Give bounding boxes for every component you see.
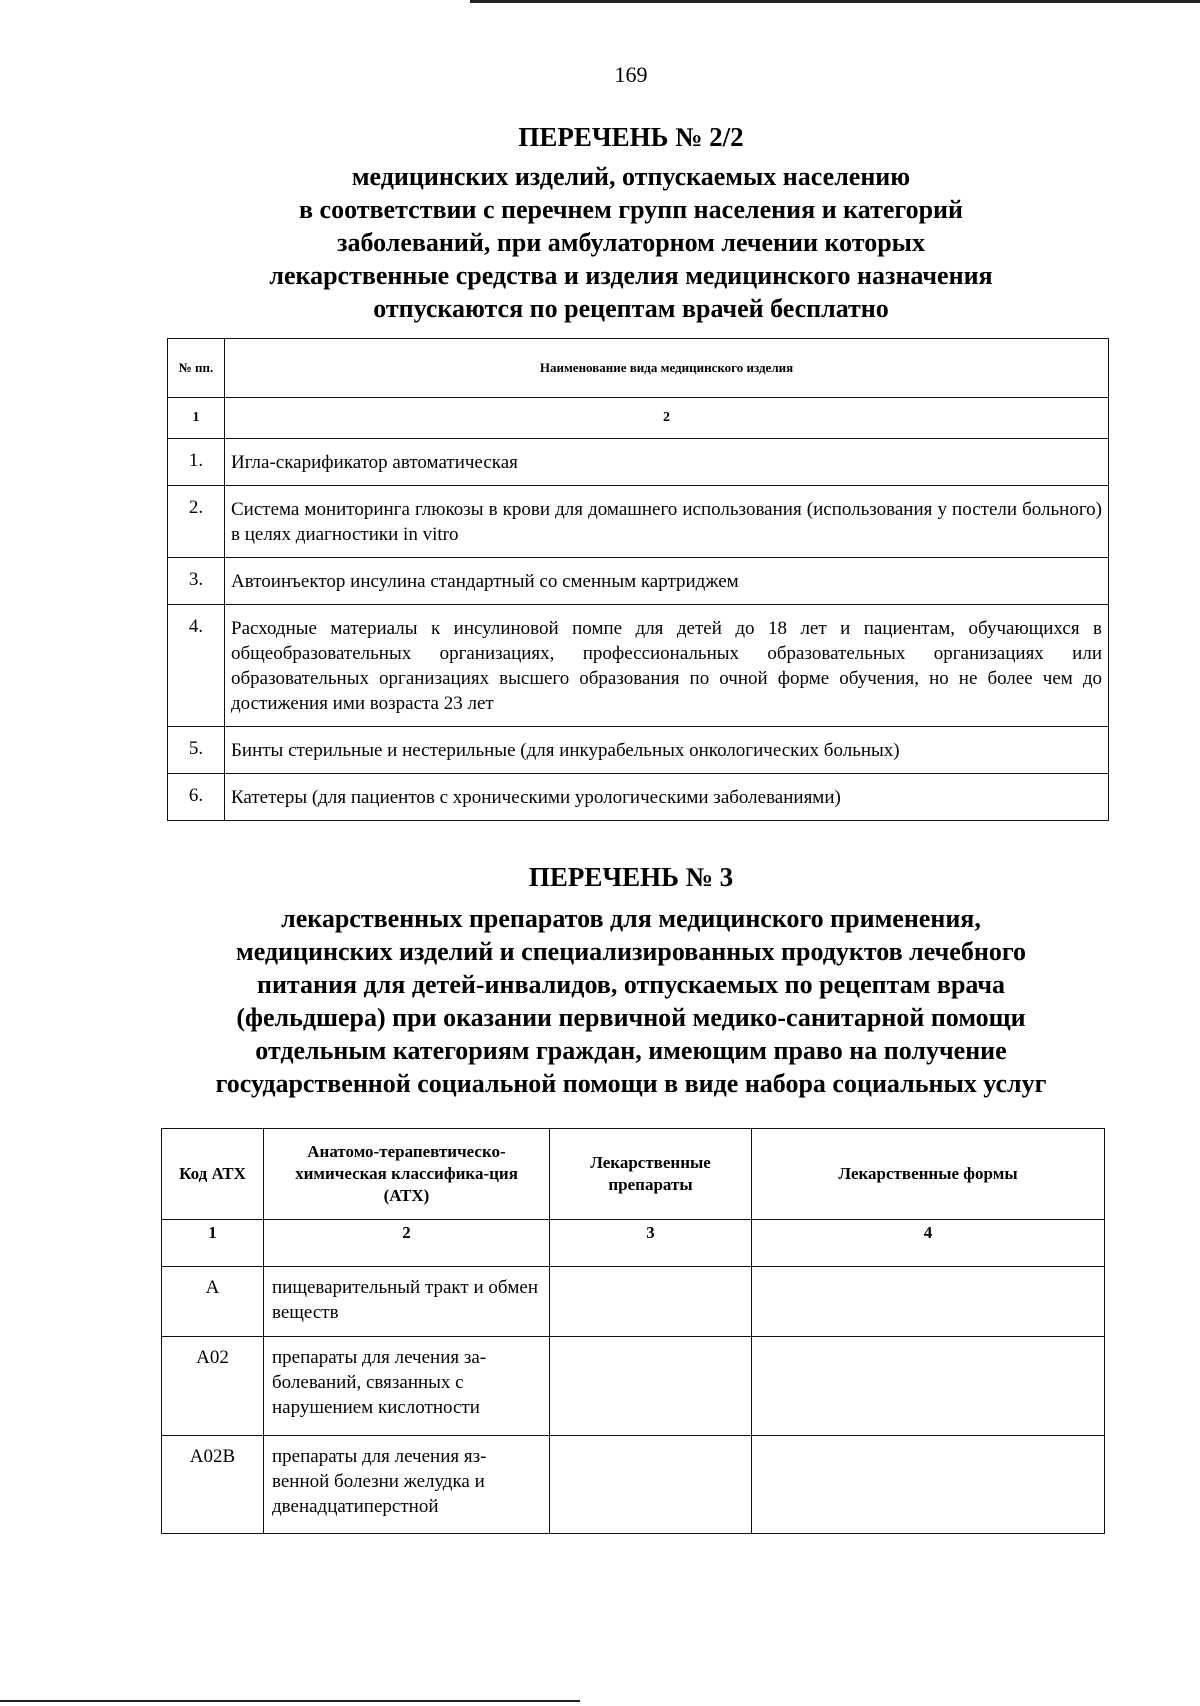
subtitle-line: (фельдшера) при оказании первичной медико-санитарной помощи: [236, 1003, 1026, 1032]
list-3-subtitle: [150, 902, 1112, 1100]
forms-cell: [752, 1436, 1105, 1534]
device-name: Система мониторинга глюкозы в крови для домашнего использования (использования у постели больного) в целях диагностики in vitro: [225, 486, 1109, 558]
atc-classification: препараты для лечения за-болеваний, связанных с нарушением кислотности: [264, 1337, 550, 1436]
drugs-cell: [550, 1436, 752, 1534]
table-row: [168, 486, 1109, 558]
drugs-cell: [550, 1337, 752, 1436]
col-index: 1: [162, 1220, 264, 1267]
col-index: 4: [752, 1220, 1105, 1267]
subtitle-line: отпускаются по рецептам врачей бесплатно: [373, 294, 889, 323]
subtitle-line: лекарственных препаратов для медицинского применения,: [281, 904, 981, 933]
table-row: [168, 605, 1109, 727]
col-header-forms: Лекарственные формы: [752, 1129, 1105, 1220]
atc-code: A: [162, 1267, 264, 1337]
table-header-row: [162, 1129, 1105, 1220]
col-header-number: № пп.: [168, 339, 225, 398]
device-name: Катетеры (для пациентов с хроническими урологическими заболеваниями): [225, 774, 1109, 821]
subtitle-line: в соответствии с перечнем групп населения и категорий: [298, 195, 963, 224]
page-number: 169: [614, 62, 648, 87]
device-name: Игла-скарификатор автоматическая: [225, 439, 1109, 486]
col-header-atc-classification: Анатомо-терапевтическо-химическая классифика-ция (АТХ): [264, 1129, 550, 1220]
atc-classification: препараты для лечения яз-венной болезни желудка и двенадцатиперстной: [264, 1436, 550, 1534]
col-header-device-name: Наименование вида медицинского изделия: [225, 339, 1109, 398]
subtitle-line: заболеваний, при амбулаторном лечении которых: [337, 228, 925, 257]
atc-code: A02B: [162, 1436, 264, 1534]
table-row: [162, 1436, 1105, 1534]
row-number: 5.: [168, 727, 225, 774]
atc-classification: пищеварительный тракт и обмен веществ: [264, 1267, 550, 1337]
scan-top-rule: [470, 0, 1200, 3]
col-header-drugs: Лекарственные препараты: [550, 1129, 752, 1220]
forms-cell: [752, 1337, 1105, 1436]
row-number: 2.: [168, 486, 225, 558]
device-name: Расходные материалы к инсулиновой помпе для детей до 18 лет и пациентам, обучающихся в общеобразовательных организациях, профессиональных образовательных организациях или образовательных организациях высшего образования по очной форме обучения, но не более чем до достижения ими возраста 23 лет: [225, 605, 1109, 727]
device-name: Автоинъектор инсулина стандартный со сменным картриджем: [225, 558, 1109, 605]
table-row: [168, 774, 1109, 821]
subtitle-line: медицинских изделий и специализированных продуктов лечебного: [236, 937, 1026, 966]
table-row: [162, 1337, 1105, 1436]
subtitle-line: государственной социальной помощи в виде набора социальных услуг: [215, 1069, 1047, 1098]
subtitle-line: лекарственные средства и изделия медицинского назначения: [269, 261, 993, 290]
table-row: [162, 1267, 1105, 1337]
column-index-row: [168, 398, 1109, 439]
col-index: 1: [168, 398, 225, 439]
atc-drugs-table: [161, 1128, 1105, 1534]
col-index: 3: [550, 1220, 752, 1267]
drugs-cell: [550, 1267, 752, 1337]
subtitle-line: питания для детей-инвалидов, отпускаемых по рецептам врача: [256, 970, 1006, 999]
col-header-atc-code: Код АТХ: [162, 1129, 264, 1220]
table-header-row: [168, 339, 1109, 398]
scan-bottom-rule: [0, 1700, 580, 1702]
subtitle-line: отдельным категориям граждан, имеющим право на получение: [255, 1036, 1007, 1065]
row-number: 1.: [168, 439, 225, 486]
subtitle-line: медицинских изделий, отпускаемых населению: [351, 162, 911, 191]
row-number: 6.: [168, 774, 225, 821]
col-index: 2: [264, 1220, 550, 1267]
medical-devices-table: [167, 338, 1109, 821]
atc-code: A02: [162, 1337, 264, 1436]
column-index-row: [162, 1220, 1105, 1267]
list-3-title: ПЕРЕЧЕНЬ № 3: [528, 862, 734, 892]
list-2-2-subtitle: [180, 160, 1082, 325]
row-number: 3.: [168, 558, 225, 605]
list-2-2-title: ПЕРЕЧЕНЬ № 2/2: [518, 122, 744, 152]
col-index: 2: [225, 398, 1109, 439]
device-name: Бинты стерильные и нестерильные (для инкурабельных онкологических больных): [225, 727, 1109, 774]
table-row: [168, 558, 1109, 605]
table-row: [168, 727, 1109, 774]
row-number: 4.: [168, 605, 225, 727]
forms-cell: [752, 1267, 1105, 1337]
table-row: [168, 439, 1109, 486]
